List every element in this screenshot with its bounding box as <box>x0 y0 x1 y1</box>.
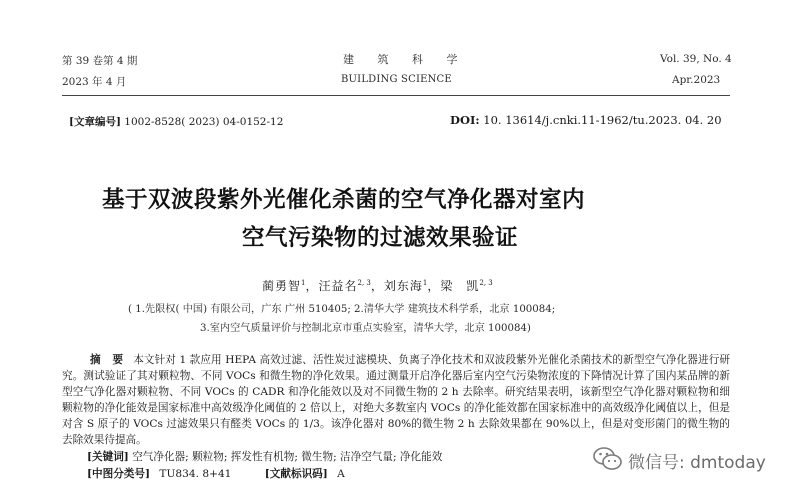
author-sup: 2, 3 <box>357 279 371 287</box>
doi <box>450 113 722 127</box>
date-cn: 2023 年 4 月 <box>62 76 127 88</box>
doi-value: 10. 13614/j.cnki.11-1962/tu.2023. 04. 20 <box>483 113 722 127</box>
author-name: 汪益名 <box>318 279 358 293</box>
keywords <box>87 449 442 464</box>
doc-code-label: [文献标识码] <box>264 468 328 480</box>
author-sup: 1 <box>301 279 306 287</box>
article-number-label: [文章编号] <box>69 116 121 128</box>
abstract-text: 本文针对 1 款应用 HEPA 高效过滤、活性炭过滤模块、负离子净化技术和双波段紫外光催化杀菌技术的新型空气净化器进行研究。测试验证了其对颗粒物、不同 VOCs 和微生物的净化效果。通过测量开启净化器后室内空气污染物浓度的下降情况计算了国内某品牌的新型空气净化器对颗粒物、不同 VOCs 的 CADR 和净化能效以及对不同微生物的 2 h 去除率。研究结果表明，该新型空气净化器对颗粒物和细颗粒物的净化能效是国家标准中高效级净化阈值的 2 倍以上，对绝大多数室内 VOCs 的净化能效都在国家标准中的高效级净化阈值以上，但是对含 S 原子的 VOCs 过滤效果只有醛类 VOCs 的 1/3。该净化器对 80%的微生物 2 h 去除效果都在 90%以上，但是对变形菌门的微生物的去除效果待提高。 <box>62 354 730 446</box>
date-en: Apr.2023 <box>672 74 721 86</box>
doi-label: DOI: <box>450 113 480 127</box>
author-name: 刘东海 <box>383 279 423 293</box>
doc-code-value: A <box>337 468 345 480</box>
keywords-label: [关键词] <box>87 451 129 463</box>
clc-value: TU834. 8+41 <box>159 468 232 480</box>
journal-title-cn: 建 筑 科 学 <box>343 53 468 66</box>
watermark-text: 微信号: dmtoday <box>628 453 766 473</box>
article-number <box>69 114 283 129</box>
author-sup: 2, 3 <box>479 279 493 287</box>
title-line-2: 空气污染物的过滤效果验证 <box>242 225 519 251</box>
author-name: 梁 凯 <box>440 279 480 293</box>
keywords-text: 空气净化器; 颗粒物; 挥发性有机物; 微生物; 洁净空气量; 净化能效 <box>132 451 443 463</box>
clc-label: [中图分类号] <box>87 468 150 480</box>
author-list: 蔺勇智$^1$，汪益名$^{2, 3}$，刘东海$^1$，梁 凯$^{2, 3}$ <box>262 279 493 293</box>
abstract-label: 摘 要 <box>90 354 128 366</box>
author-name: 蔺勇智 <box>262 279 302 293</box>
journal-title-en: BUILDING SCIENCE <box>341 74 452 85</box>
title-line-1: 基于双波段紫外光催化杀菌的空气净化器对室内 <box>102 187 586 213</box>
issue-cn: 第 39 卷第 4 期 <box>62 55 138 67</box>
header-rule <box>62 95 730 96</box>
wechat-icon <box>593 446 623 472</box>
classification <box>87 466 345 481</box>
affiliation-line-2: 3.室内空气质量评价与控制北京市重点实验室，清华大学，北京 100084) <box>200 323 531 334</box>
author-sup: 1 <box>422 279 428 287</box>
article-number-value: 1002-8528( 2023) 04-0152-12 <box>124 116 284 128</box>
affiliation-line-1: ( 1.先限权( 中国) 有限公司，广东 广州 510405; 2.清华大学 建筑技术科学系，北京 100084; <box>128 304 556 315</box>
issue-en: Vol. 39, No. 4 <box>660 53 732 65</box>
abstract <box>62 352 730 448</box>
